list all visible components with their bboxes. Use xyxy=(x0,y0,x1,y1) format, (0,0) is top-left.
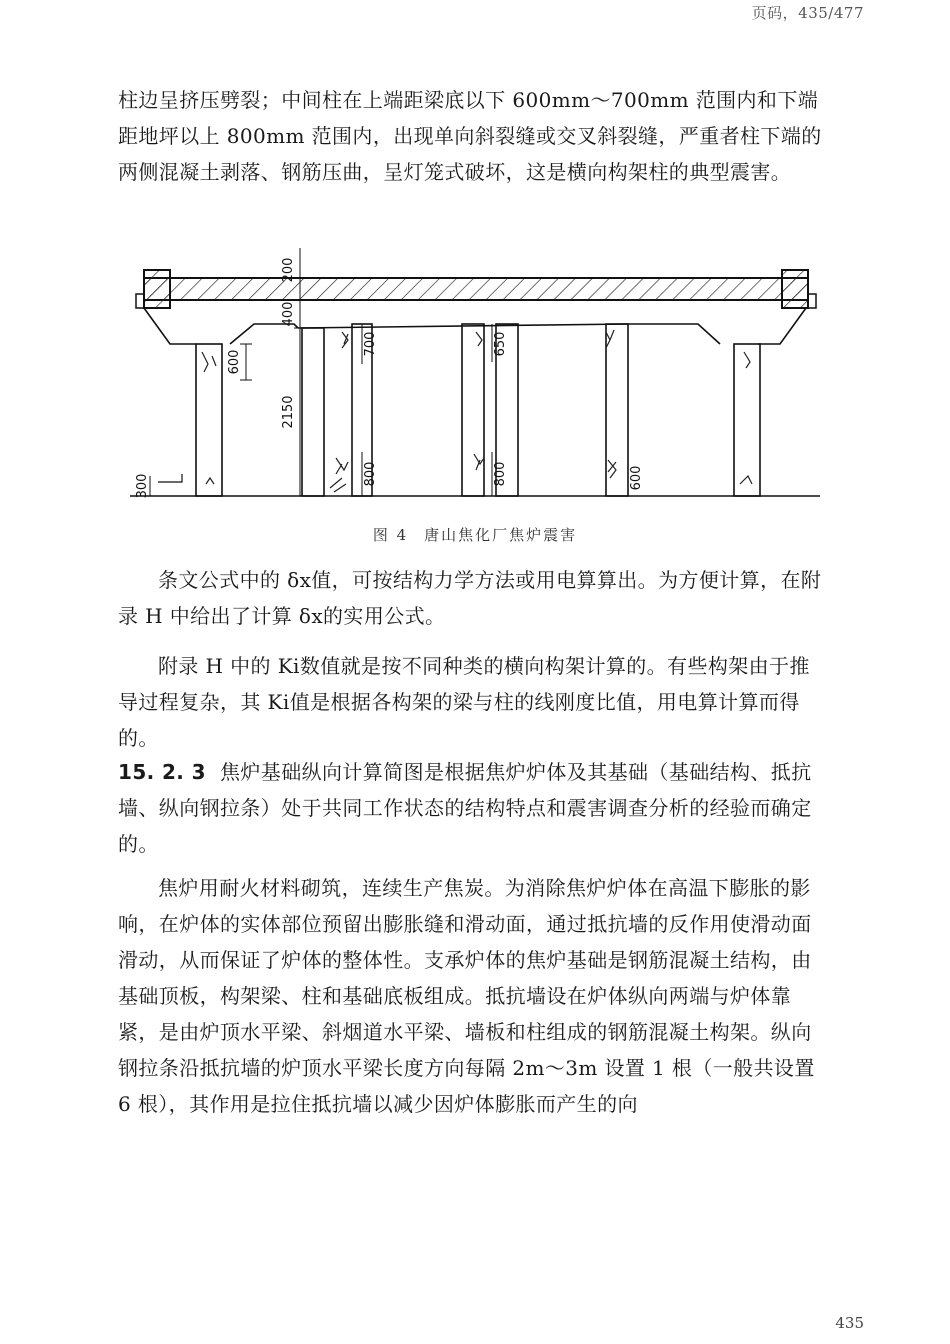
paragraph-5: 焦炉用耐火材料砌筑，连续生产焦炭。为消除焦炉炉体在高温下膨胀的影响，在炉体的实体部位预留出膨胀缝和滑动面，通过抵抗墙的反作用使滑动面滑动，从而保证了炉体的整体性。支承炉体的焦炉基础是钢筋混凝土结构，由基础顶板，构架梁、柱和基础底板组成。抵抗墙设在炉体纵向两端与炉体靠紧，是由炉顶水平梁、斜烟道水平梁、墙板和柱组成的钢筋混凝土构架。纵向钢拉条沿抵抗墙的炉顶水平梁长度方向每隔 2m～3m 设置 1 根（一般共设置 6 根），其作用是拉住抵抗墙以减少因炉体膨胀而产生的向 xyxy=(118,876,815,1116)
paragraph-4 xyxy=(118,754,830,862)
paragraph-2: 条文公式中的 δx值，可按结构力学方法或用电算算出。为方便计算，在附录 H 中给出了计算 δx的实用公式。 xyxy=(118,568,822,628)
caption-text: 唐山焦化厂焦炉震害 xyxy=(424,526,578,544)
dim-300: 300 xyxy=(135,473,150,499)
dim-600-right: 600 xyxy=(629,465,644,491)
dim-200: 200 xyxy=(281,257,296,283)
section-text: 焦炉基础纵向计算简图是根据焦炉炉体及其基础（基础结构、抵抗墙、纵向钢拉条）处于共同工作状态的结构特点和震害调查分析的经验而确定的。 xyxy=(118,760,812,856)
beam-haunches xyxy=(144,308,806,344)
dim-800-a: 800 xyxy=(363,461,378,487)
ground-line xyxy=(130,474,820,496)
figure-4-diagram xyxy=(130,248,820,520)
paragraph-3: 附录 H 中的 Ki数值就是按不同种类的横向构架计算的。有些构架由于推导过程复杂，其 Ki值是根据各构架的梁与柱的线刚度比值，用电算计算而得的。 xyxy=(118,654,810,750)
dim-650: 650 xyxy=(493,331,508,357)
dim-800-b: 800 xyxy=(493,461,508,487)
section-number: 15. 2. 3 xyxy=(118,760,206,784)
paragraph-1: 柱边呈挤压劈裂；中间柱在上端距梁底以下 600mm～700mm 范围内和下端距地坪以上 800mm 范围内，出现单向斜裂缝或交叉斜裂缝，严重者柱下端的两侧混凝土剥落、钢筋压曲，呈灯笼式破坏，这是横向构架柱的典型震害。 xyxy=(118,88,822,184)
caption-number: 图 4 xyxy=(372,526,409,544)
page-indicator: 页码，435/477 xyxy=(751,4,864,22)
top-slab xyxy=(136,270,816,308)
dim-400: 400 xyxy=(281,301,296,327)
dim-700: 700 xyxy=(363,331,378,357)
figure-caption xyxy=(0,524,950,545)
page-number: 435 xyxy=(835,1314,864,1332)
dim-2150: 2150 xyxy=(281,395,296,429)
dim-600-left: 600 xyxy=(227,349,242,375)
